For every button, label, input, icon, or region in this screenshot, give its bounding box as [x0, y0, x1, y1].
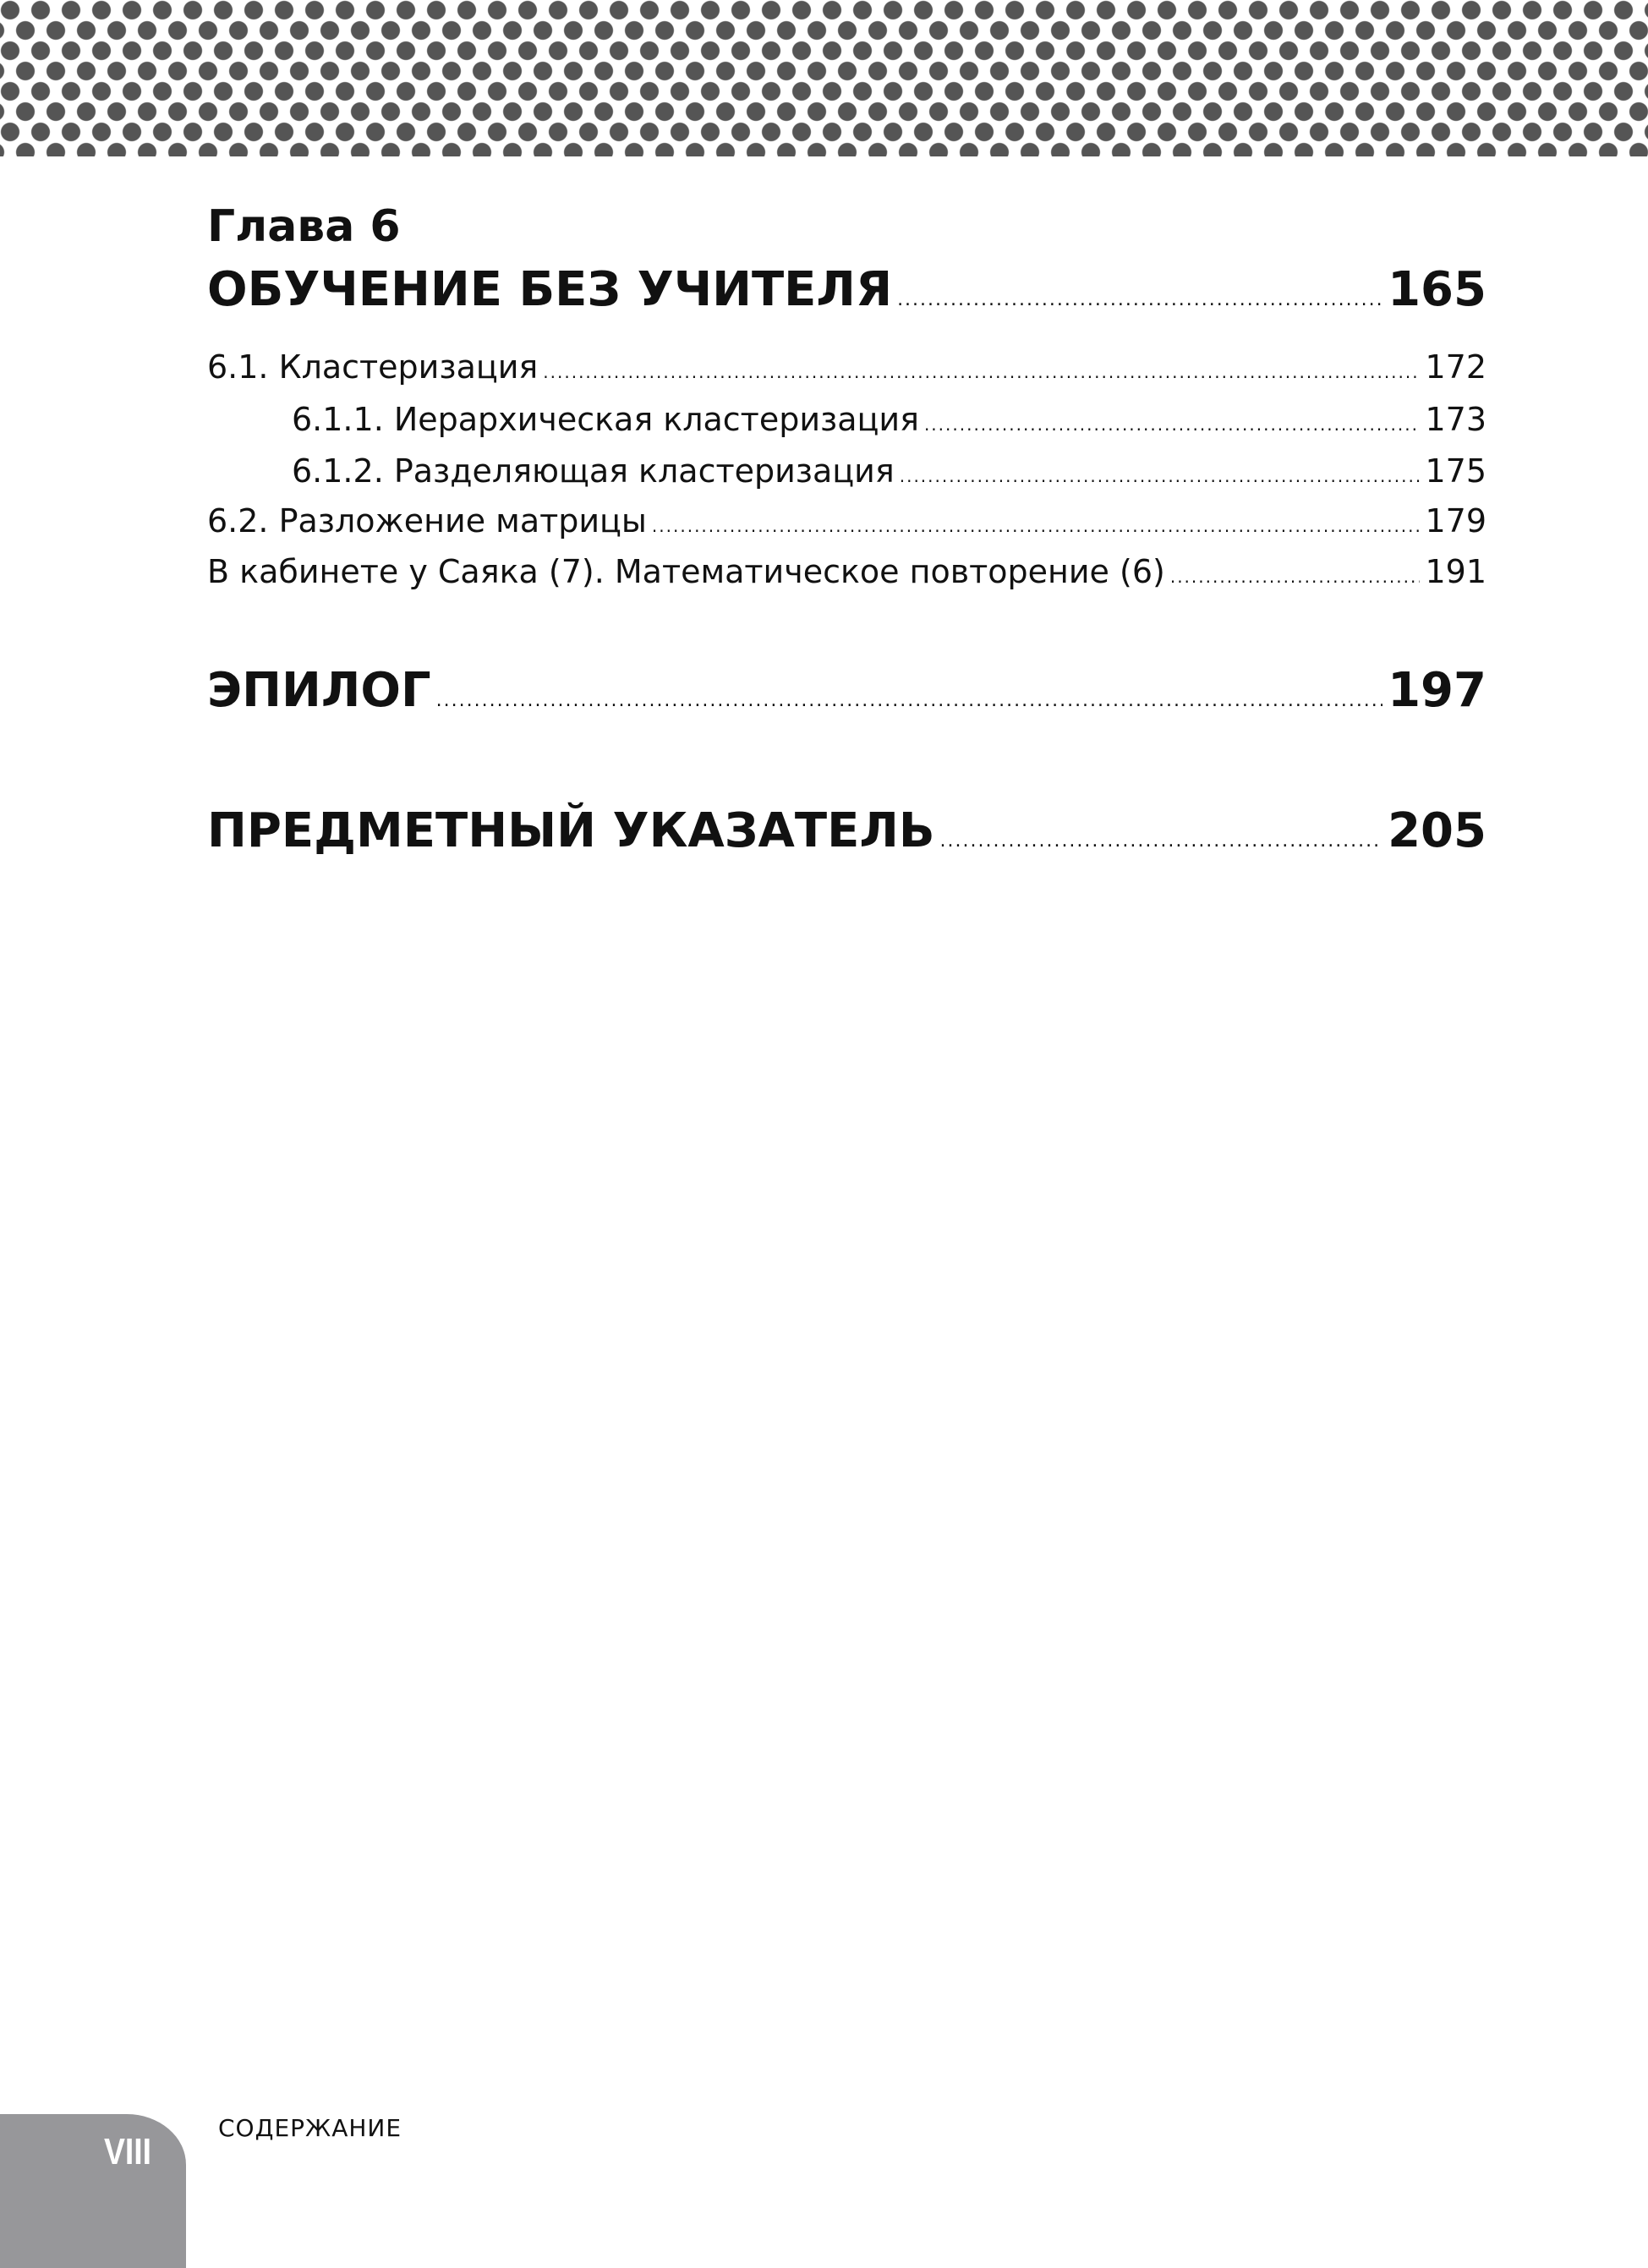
footer-section-title: СОДЕРЖАНИЕ: [218, 2114, 402, 2142]
toc-entry[interactable]: [207, 553, 1486, 590]
toc-entry[interactable]: [207, 452, 1486, 490]
chapter-title-row[interactable]: [207, 262, 1486, 317]
dot-leader: [900, 466, 1421, 486]
dot-leader: [1170, 567, 1421, 587]
toc-entry[interactable]: [207, 401, 1486, 438]
dot-pattern-header: [0, 0, 1648, 156]
dot-leader: [543, 362, 1420, 382]
page-number: 191: [1425, 553, 1486, 590]
page-number-tab: [0, 2114, 186, 2268]
chapter-label: Глава 6: [207, 201, 401, 252]
page-number: 205: [1388, 803, 1486, 858]
toc-entry[interactable]: [207, 348, 1486, 386]
entry-label: 6.1. Кластеризация: [207, 348, 539, 386]
entry-label: 6.1.2. Разделяющая кластеризация: [292, 452, 895, 490]
epilogue-row[interactable]: [207, 663, 1486, 718]
entry-label: В кабинете у Саяка (7). Математическое повторение (6): [207, 553, 1165, 590]
page-number: 165: [1388, 262, 1486, 317]
entry-label: 6.1.1. Иерархическая кластеризация: [292, 401, 919, 438]
toc-entry[interactable]: [207, 502, 1486, 540]
page-number: 175: [1425, 452, 1486, 490]
dot-leader: [436, 690, 1382, 711]
page-number: 172: [1425, 348, 1486, 386]
page-number: 197: [1388, 663, 1486, 718]
footer-page-number: VIII: [103, 2131, 152, 2172]
page-number: 173: [1425, 401, 1486, 438]
entry-label: 6.2. Разложение матрицы: [207, 502, 647, 540]
index-row[interactable]: [207, 803, 1486, 858]
page-number: 179: [1425, 502, 1486, 540]
dot-leader: [652, 516, 1421, 536]
dot-leader: [924, 414, 1421, 435]
dot-leader: [940, 830, 1383, 852]
index-title: ПРЕДМЕТНЫЙ УКАЗАТЕЛЬ: [207, 803, 935, 858]
epilogue-title: ЭПИЛОГ: [207, 663, 431, 718]
chapter-title: ОБУЧЕНИЕ БЕЗ УЧИТЕЛЯ: [207, 262, 893, 317]
dot-leader: [897, 289, 1382, 310]
